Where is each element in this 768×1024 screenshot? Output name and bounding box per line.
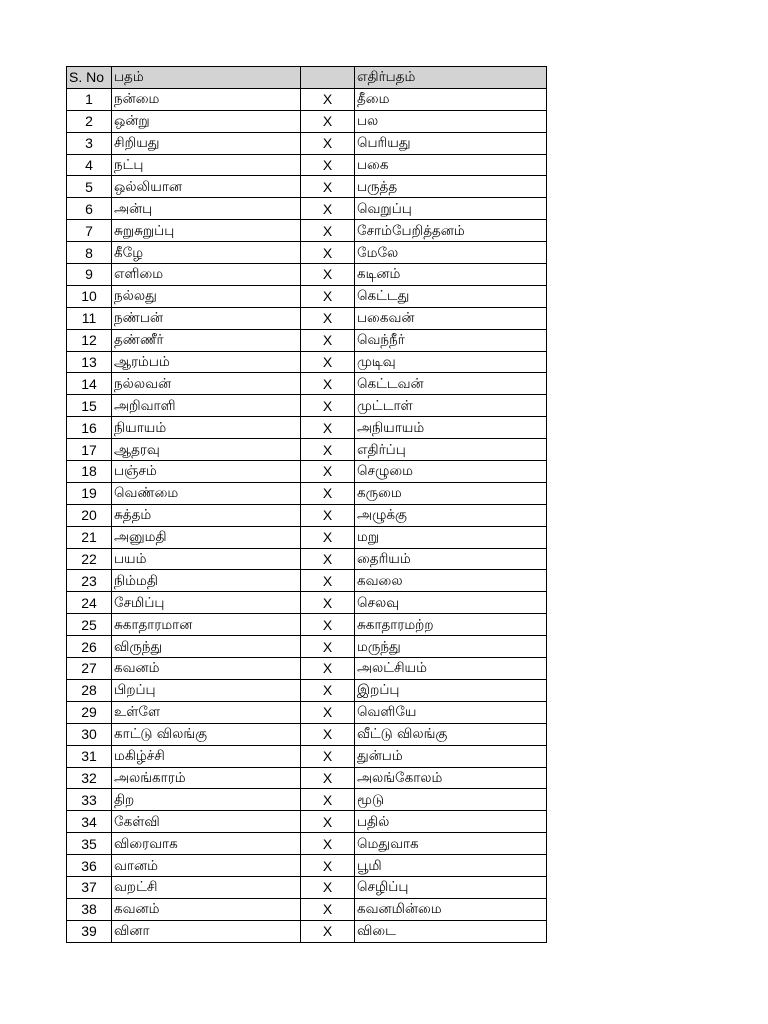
opposite-cell: கவனமின்மை <box>355 898 547 920</box>
word-cell: வறட்சி <box>112 876 301 898</box>
opposite-cell: சோம்பேறித்தனம் <box>355 220 547 242</box>
row-number: 19 <box>67 482 112 504</box>
word-cell: அனுமதி <box>112 526 301 548</box>
word-cell: நிம்மதி <box>112 570 301 592</box>
row-number: 36 <box>67 855 112 877</box>
table-row <box>67 88 547 110</box>
separator-cell: X <box>301 329 355 351</box>
table-row <box>67 351 547 373</box>
table-row <box>67 548 547 570</box>
opposite-cell: கெட்டது <box>355 285 547 307</box>
table-row <box>67 395 547 417</box>
word-cell: சுகாதாரமான <box>112 614 301 636</box>
table-row <box>67 285 547 307</box>
separator-cell: X <box>301 110 355 132</box>
table-row <box>67 198 547 220</box>
separator-cell: X <box>301 351 355 373</box>
row-number: 13 <box>67 351 112 373</box>
opposite-cell: பதில் <box>355 811 547 833</box>
opposite-cell: மேலே <box>355 242 547 264</box>
table-row <box>67 264 547 286</box>
table-row <box>67 373 547 395</box>
table-row <box>67 461 547 483</box>
opposite-cell: கெட்டவன் <box>355 373 547 395</box>
row-number: 9 <box>67 264 112 286</box>
separator-cell: X <box>301 154 355 176</box>
separator-cell: X <box>301 439 355 461</box>
opposite-cell: மூடு <box>355 789 547 811</box>
word-cell: நன்மை <box>112 88 301 110</box>
opposite-cell: செலவு <box>355 592 547 614</box>
table-row <box>67 920 547 942</box>
table-row <box>67 636 547 658</box>
separator-cell: X <box>301 767 355 789</box>
opposite-cell: கவலை <box>355 570 547 592</box>
word-cell: ஒல்லியான <box>112 176 301 198</box>
table-row <box>67 504 547 526</box>
separator-cell: X <box>301 636 355 658</box>
header-row <box>67 67 547 89</box>
row-number: 5 <box>67 176 112 198</box>
table-row <box>67 329 547 351</box>
separator-cell: X <box>301 132 355 154</box>
word-cell: வானம் <box>112 855 301 877</box>
word-cell: விரைவாக <box>112 833 301 855</box>
separator-cell: X <box>301 504 355 526</box>
table-row <box>67 526 547 548</box>
word-cell: ஆரம்பம் <box>112 351 301 373</box>
word-cell: திற <box>112 789 301 811</box>
separator-cell: X <box>301 461 355 483</box>
word-cell: நியாயம் <box>112 417 301 439</box>
separator-cell: X <box>301 482 355 504</box>
table-row <box>67 679 547 701</box>
opposite-cell: கடினம் <box>355 264 547 286</box>
opposite-cell: அழுக்கு <box>355 504 547 526</box>
row-number: 29 <box>67 701 112 723</box>
separator-cell: X <box>301 198 355 220</box>
word-cell: வினா <box>112 920 301 942</box>
opposite-cell: செழுமை <box>355 461 547 483</box>
row-number: 18 <box>67 461 112 483</box>
opposite-cell: துன்பம் <box>355 745 547 767</box>
row-number: 20 <box>67 504 112 526</box>
word-cell: வெண்மை <box>112 482 301 504</box>
opposite-cell: தைரியம் <box>355 548 547 570</box>
antonym-table <box>66 66 547 943</box>
table-row <box>67 176 547 198</box>
word-cell: எளிமை <box>112 264 301 286</box>
opposite-cell: அலட்சியம் <box>355 658 547 680</box>
word-cell: கேள்வி <box>112 811 301 833</box>
separator-cell: X <box>301 614 355 636</box>
header-word: பதம் <box>112 67 301 89</box>
row-number: 31 <box>67 745 112 767</box>
opposite-cell: வெறுப்பு <box>355 198 547 220</box>
separator-cell: X <box>301 723 355 745</box>
word-cell: பிறப்பு <box>112 679 301 701</box>
opposite-cell: அலங்கோலம் <box>355 767 547 789</box>
opposite-cell: பெரியது <box>355 132 547 154</box>
opposite-cell: கருமை <box>355 482 547 504</box>
word-cell: அறிவாளி <box>112 395 301 417</box>
separator-cell: X <box>301 898 355 920</box>
table-row <box>67 154 547 176</box>
opposite-cell: மருந்து <box>355 636 547 658</box>
word-cell: கீழே <box>112 242 301 264</box>
table-row <box>67 767 547 789</box>
row-number: 3 <box>67 132 112 154</box>
table-row <box>67 439 547 461</box>
table-row <box>67 811 547 833</box>
separator-cell: X <box>301 526 355 548</box>
opposite-cell: வீட்டு விலங்கு <box>355 723 547 745</box>
opposite-cell: எதிர்ப்பு <box>355 439 547 461</box>
word-cell: ஒன்று <box>112 110 301 132</box>
table-row <box>67 132 547 154</box>
row-number: 8 <box>67 242 112 264</box>
separator-cell: X <box>301 417 355 439</box>
word-cell: நட்பு <box>112 154 301 176</box>
separator-cell: X <box>301 920 355 942</box>
word-cell: விருந்து <box>112 636 301 658</box>
separator-cell: X <box>301 548 355 570</box>
opposite-cell: முடிவு <box>355 351 547 373</box>
separator-cell: X <box>301 176 355 198</box>
word-cell: நல்லவன் <box>112 373 301 395</box>
table-row <box>67 482 547 504</box>
separator-cell: X <box>301 307 355 329</box>
word-cell: தண்ணீர் <box>112 329 301 351</box>
word-cell: பயம் <box>112 548 301 570</box>
row-number: 16 <box>67 417 112 439</box>
opposite-cell: செழிப்பு <box>355 876 547 898</box>
row-number: 6 <box>67 198 112 220</box>
word-cell: கவனம் <box>112 658 301 680</box>
table-row <box>67 833 547 855</box>
opposite-cell: அநியாயம் <box>355 417 547 439</box>
separator-cell: X <box>301 395 355 417</box>
separator-cell: X <box>301 701 355 723</box>
row-number: 33 <box>67 789 112 811</box>
row-number: 14 <box>67 373 112 395</box>
opposite-cell: மறு <box>355 526 547 548</box>
opposite-cell: வெளியே <box>355 701 547 723</box>
word-cell: சேமிப்பு <box>112 592 301 614</box>
row-number: 1 <box>67 88 112 110</box>
table-row <box>67 242 547 264</box>
separator-cell: X <box>301 679 355 701</box>
row-number: 25 <box>67 614 112 636</box>
row-number: 15 <box>67 395 112 417</box>
row-number: 10 <box>67 285 112 307</box>
row-number: 34 <box>67 811 112 833</box>
separator-cell: X <box>301 285 355 307</box>
row-number: 11 <box>67 307 112 329</box>
row-number: 30 <box>67 723 112 745</box>
word-cell: நண்பன் <box>112 307 301 329</box>
word-cell: சுத்தம் <box>112 504 301 526</box>
table-row <box>67 876 547 898</box>
row-number: 22 <box>67 548 112 570</box>
word-cell: சிறியது <box>112 132 301 154</box>
word-cell: காட்டு விலங்கு <box>112 723 301 745</box>
table-row <box>67 592 547 614</box>
separator-cell: X <box>301 570 355 592</box>
row-number: 4 <box>67 154 112 176</box>
opposite-cell: சுகாதாரமற்ற <box>355 614 547 636</box>
table-body <box>67 88 547 942</box>
row-number: 24 <box>67 592 112 614</box>
word-cell: அன்பு <box>112 198 301 220</box>
word-cell: சுறுசுறுப்பு <box>112 220 301 242</box>
separator-cell: X <box>301 745 355 767</box>
opposite-cell: இறப்பு <box>355 679 547 701</box>
table-row <box>67 898 547 920</box>
opposite-cell: முட்டாள் <box>355 395 547 417</box>
row-number: 2 <box>67 110 112 132</box>
table-row <box>67 701 547 723</box>
opposite-cell: பூமி <box>355 855 547 877</box>
opposite-cell: மெதுவாக <box>355 833 547 855</box>
separator-cell: X <box>301 88 355 110</box>
table-row <box>67 614 547 636</box>
header-sno: S. No <box>67 67 112 89</box>
separator-cell: X <box>301 373 355 395</box>
word-cell: கவனம் <box>112 898 301 920</box>
row-number: 23 <box>67 570 112 592</box>
word-cell: ஆதரவு <box>112 439 301 461</box>
table-row <box>67 789 547 811</box>
word-cell: அலங்காரம் <box>112 767 301 789</box>
separator-cell: X <box>301 833 355 855</box>
separator-cell: X <box>301 658 355 680</box>
row-number: 37 <box>67 876 112 898</box>
table-row <box>67 110 547 132</box>
table-row <box>67 220 547 242</box>
separator-cell: X <box>301 592 355 614</box>
word-cell: மகிழ்ச்சி <box>112 745 301 767</box>
opposite-cell: பகைவன் <box>355 307 547 329</box>
separator-cell: X <box>301 220 355 242</box>
word-cell: பஞ்சம் <box>112 461 301 483</box>
opposite-cell: பருத்த <box>355 176 547 198</box>
table-row <box>67 745 547 767</box>
word-cell: உள்ளே <box>112 701 301 723</box>
separator-cell: X <box>301 855 355 877</box>
opposite-cell: வெந்நீர் <box>355 329 547 351</box>
opposite-cell: தீமை <box>355 88 547 110</box>
separator-cell: X <box>301 876 355 898</box>
opposite-cell: பல <box>355 110 547 132</box>
separator-cell: X <box>301 242 355 264</box>
row-number: 38 <box>67 898 112 920</box>
row-number: 32 <box>67 767 112 789</box>
opposite-cell: பகை <box>355 154 547 176</box>
row-number: 39 <box>67 920 112 942</box>
opposite-cell: விடை <box>355 920 547 942</box>
row-number: 21 <box>67 526 112 548</box>
row-number: 28 <box>67 679 112 701</box>
table-row <box>67 417 547 439</box>
row-number: 7 <box>67 220 112 242</box>
row-number: 26 <box>67 636 112 658</box>
word-cell: நல்லது <box>112 285 301 307</box>
table-row <box>67 570 547 592</box>
row-number: 35 <box>67 833 112 855</box>
row-number: 12 <box>67 329 112 351</box>
row-number: 27 <box>67 658 112 680</box>
table-row <box>67 723 547 745</box>
separator-cell: X <box>301 264 355 286</box>
row-number: 17 <box>67 439 112 461</box>
table-row <box>67 855 547 877</box>
table-row <box>67 307 547 329</box>
header-separator <box>301 67 355 89</box>
table-row <box>67 658 547 680</box>
separator-cell: X <box>301 811 355 833</box>
separator-cell: X <box>301 789 355 811</box>
header-opposite: எதிர்பதம் <box>355 67 547 89</box>
